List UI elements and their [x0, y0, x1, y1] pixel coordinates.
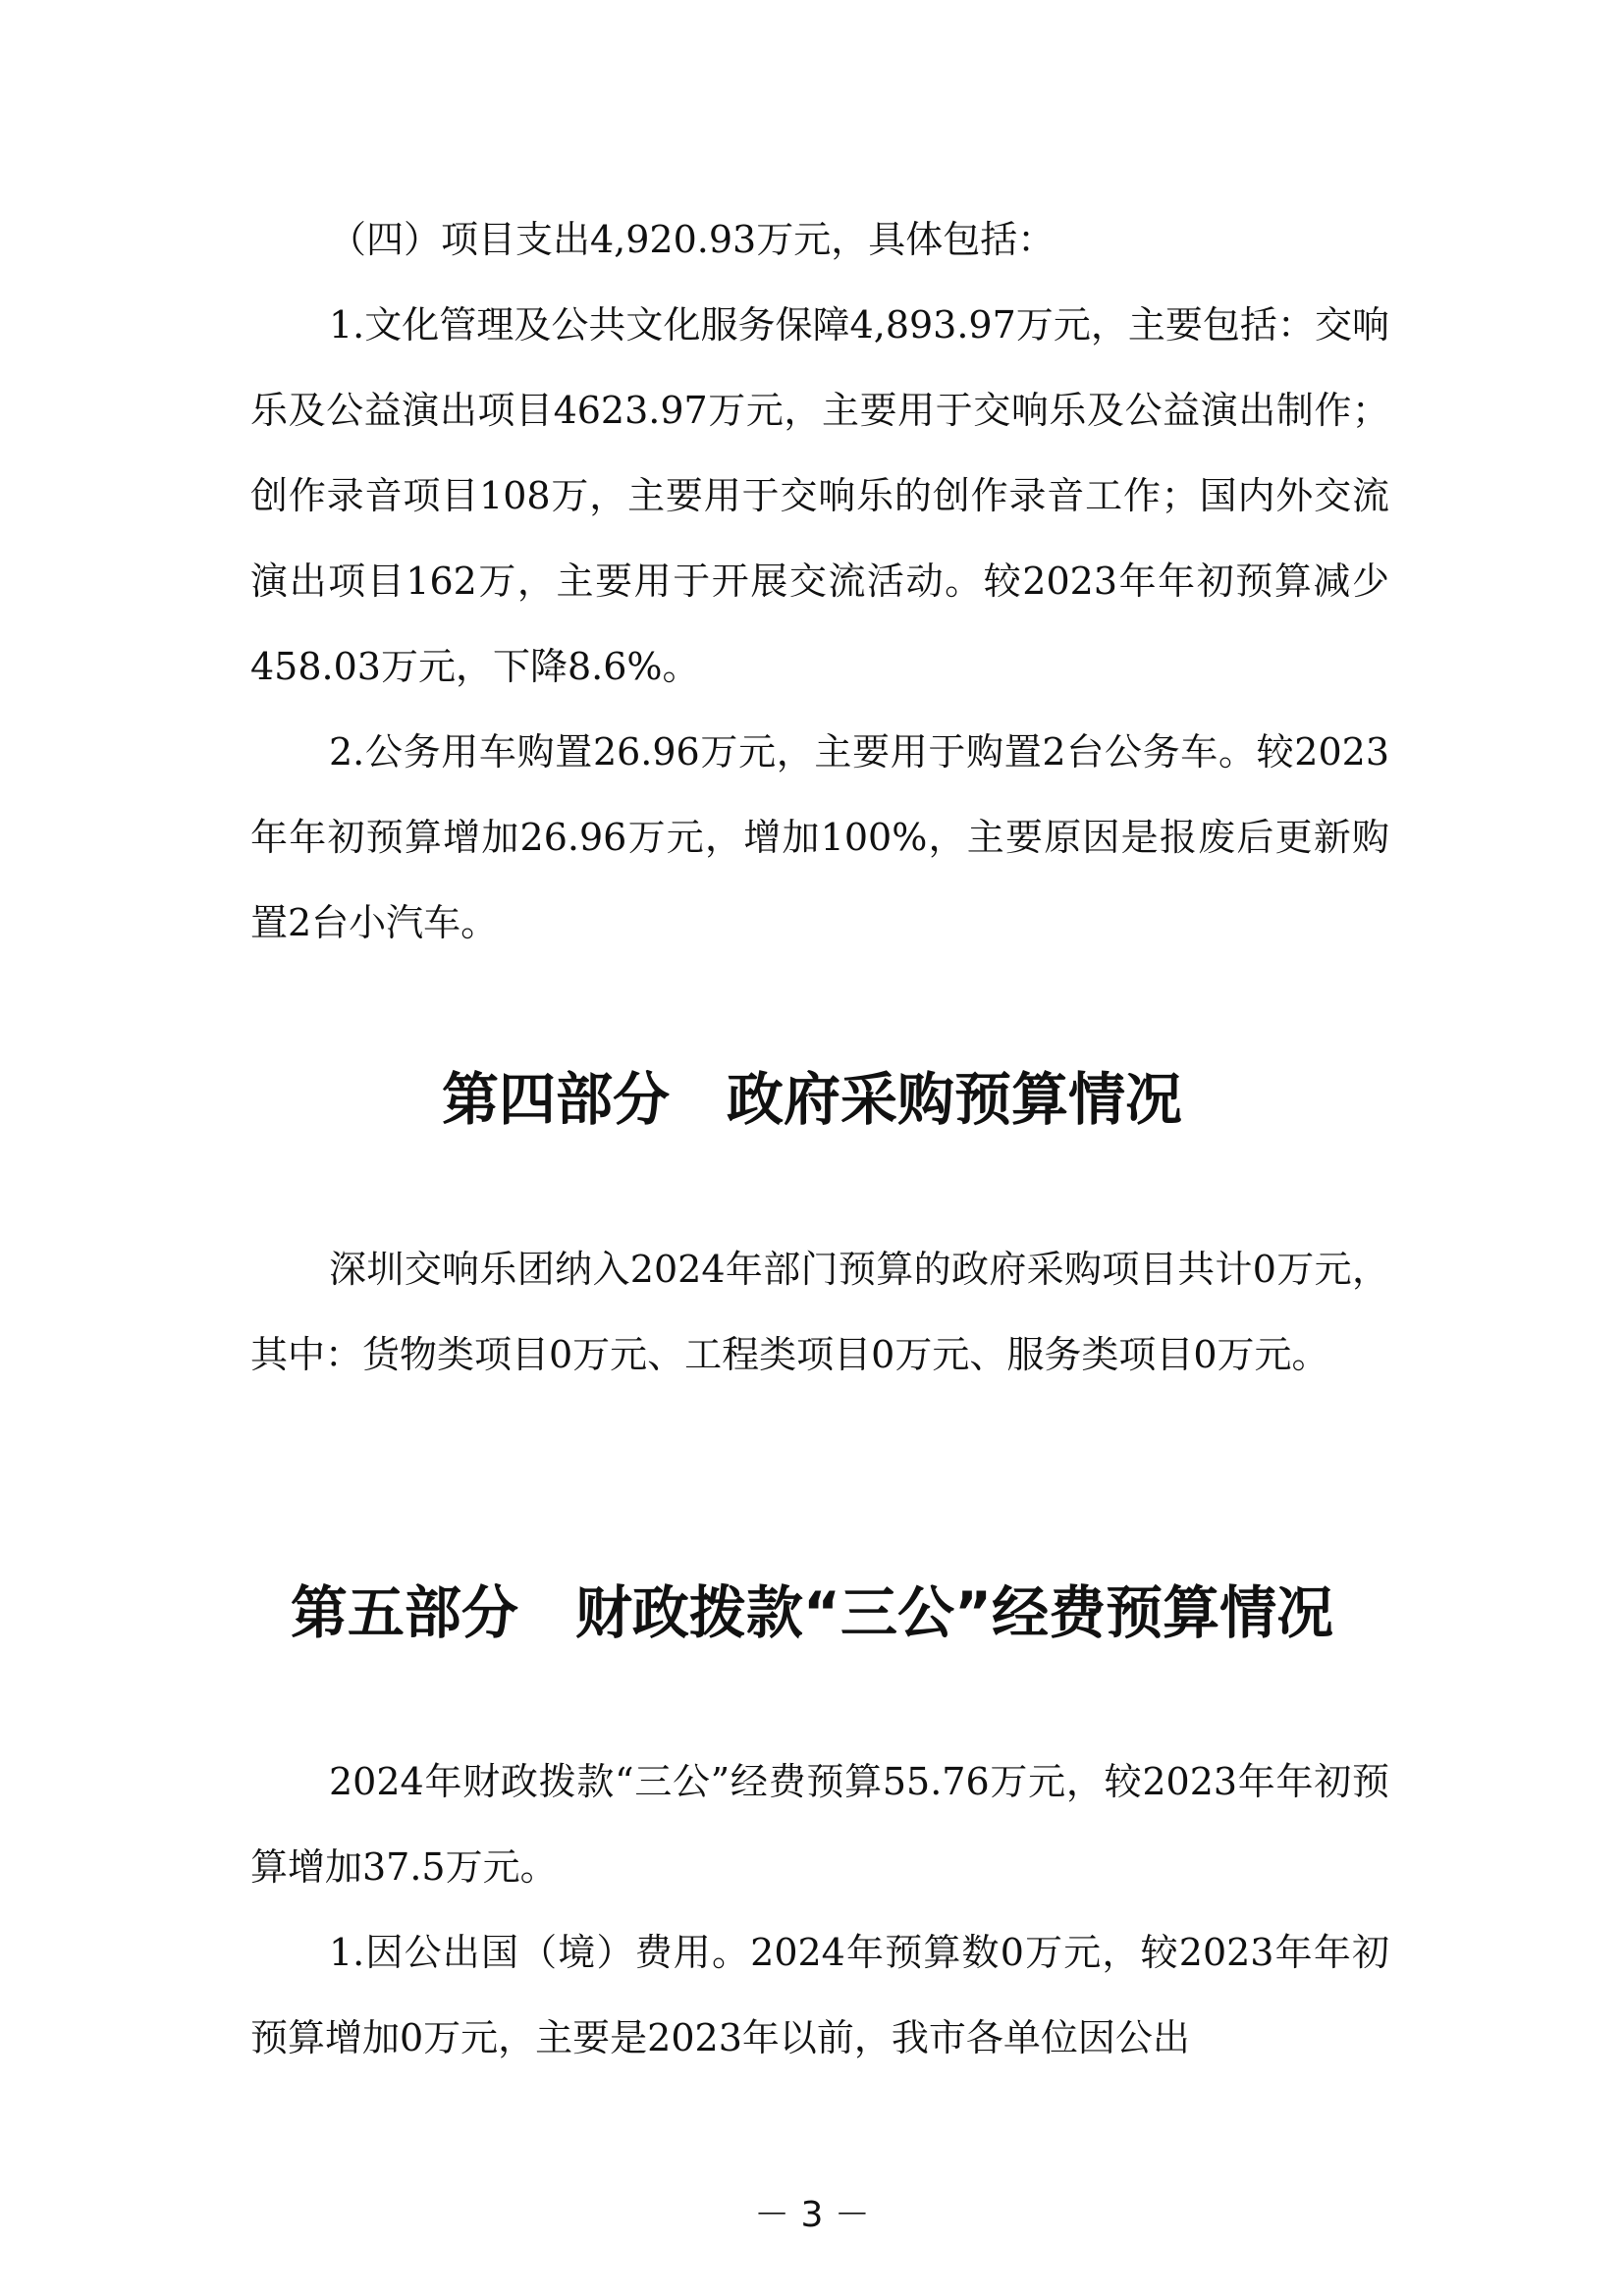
page-number: － 3 －	[754, 2195, 870, 2235]
section4-heading: 第四部分 政府采购预算情况	[441, 1066, 1182, 1133]
section5-heading: 第五部分 财政拨款“三公”经费预算情况	[290, 1579, 1334, 1646]
paragraph-three-public-expenses: 2024年财政拨款“三公”经费预算55.76万元，较2023年年初预算增加37.5万元。	[250, 1760, 1389, 1889]
paragraph-project-expenditure: （四）项目支出4,920.93万元，具体包括：	[329, 218, 1056, 261]
paragraph-government-procurement: 深圳交响乐团纳入2024年部门预算的政府采购项目共计0万元，其中：货物类项目0万元、工程类项目0万元、服务类项目0万元。	[250, 1248, 1389, 1376]
paragraph-overseas-travel: 1.因公出国（境）费用。2024年预算数0万元，较2023年年初预算增加0万元，主要是2023年以前，我市各单位因公出	[250, 1931, 1389, 2059]
paragraph-culture-management: 1.文化管理及公共文化服务保障4,893.97万元，主要包括：交响乐及公益演出项目4623.97万元，主要用于交响乐及公益演出制作；创作录音项目108万，主要用于交响乐的创作录音工作；国内外交流演出项目162万，主要用于开展交流活动。较2023年年初预算减少458.03万元，下降8.6%。	[250, 303, 1389, 688]
paragraph-vehicle-purchase: 2.公务用车购置26.96万元，主要用于购置2台公务车。较2023年年初预算增加26.96万元，增加100%，主要原因是报废后更新购置2台小汽车。	[250, 730, 1389, 944]
